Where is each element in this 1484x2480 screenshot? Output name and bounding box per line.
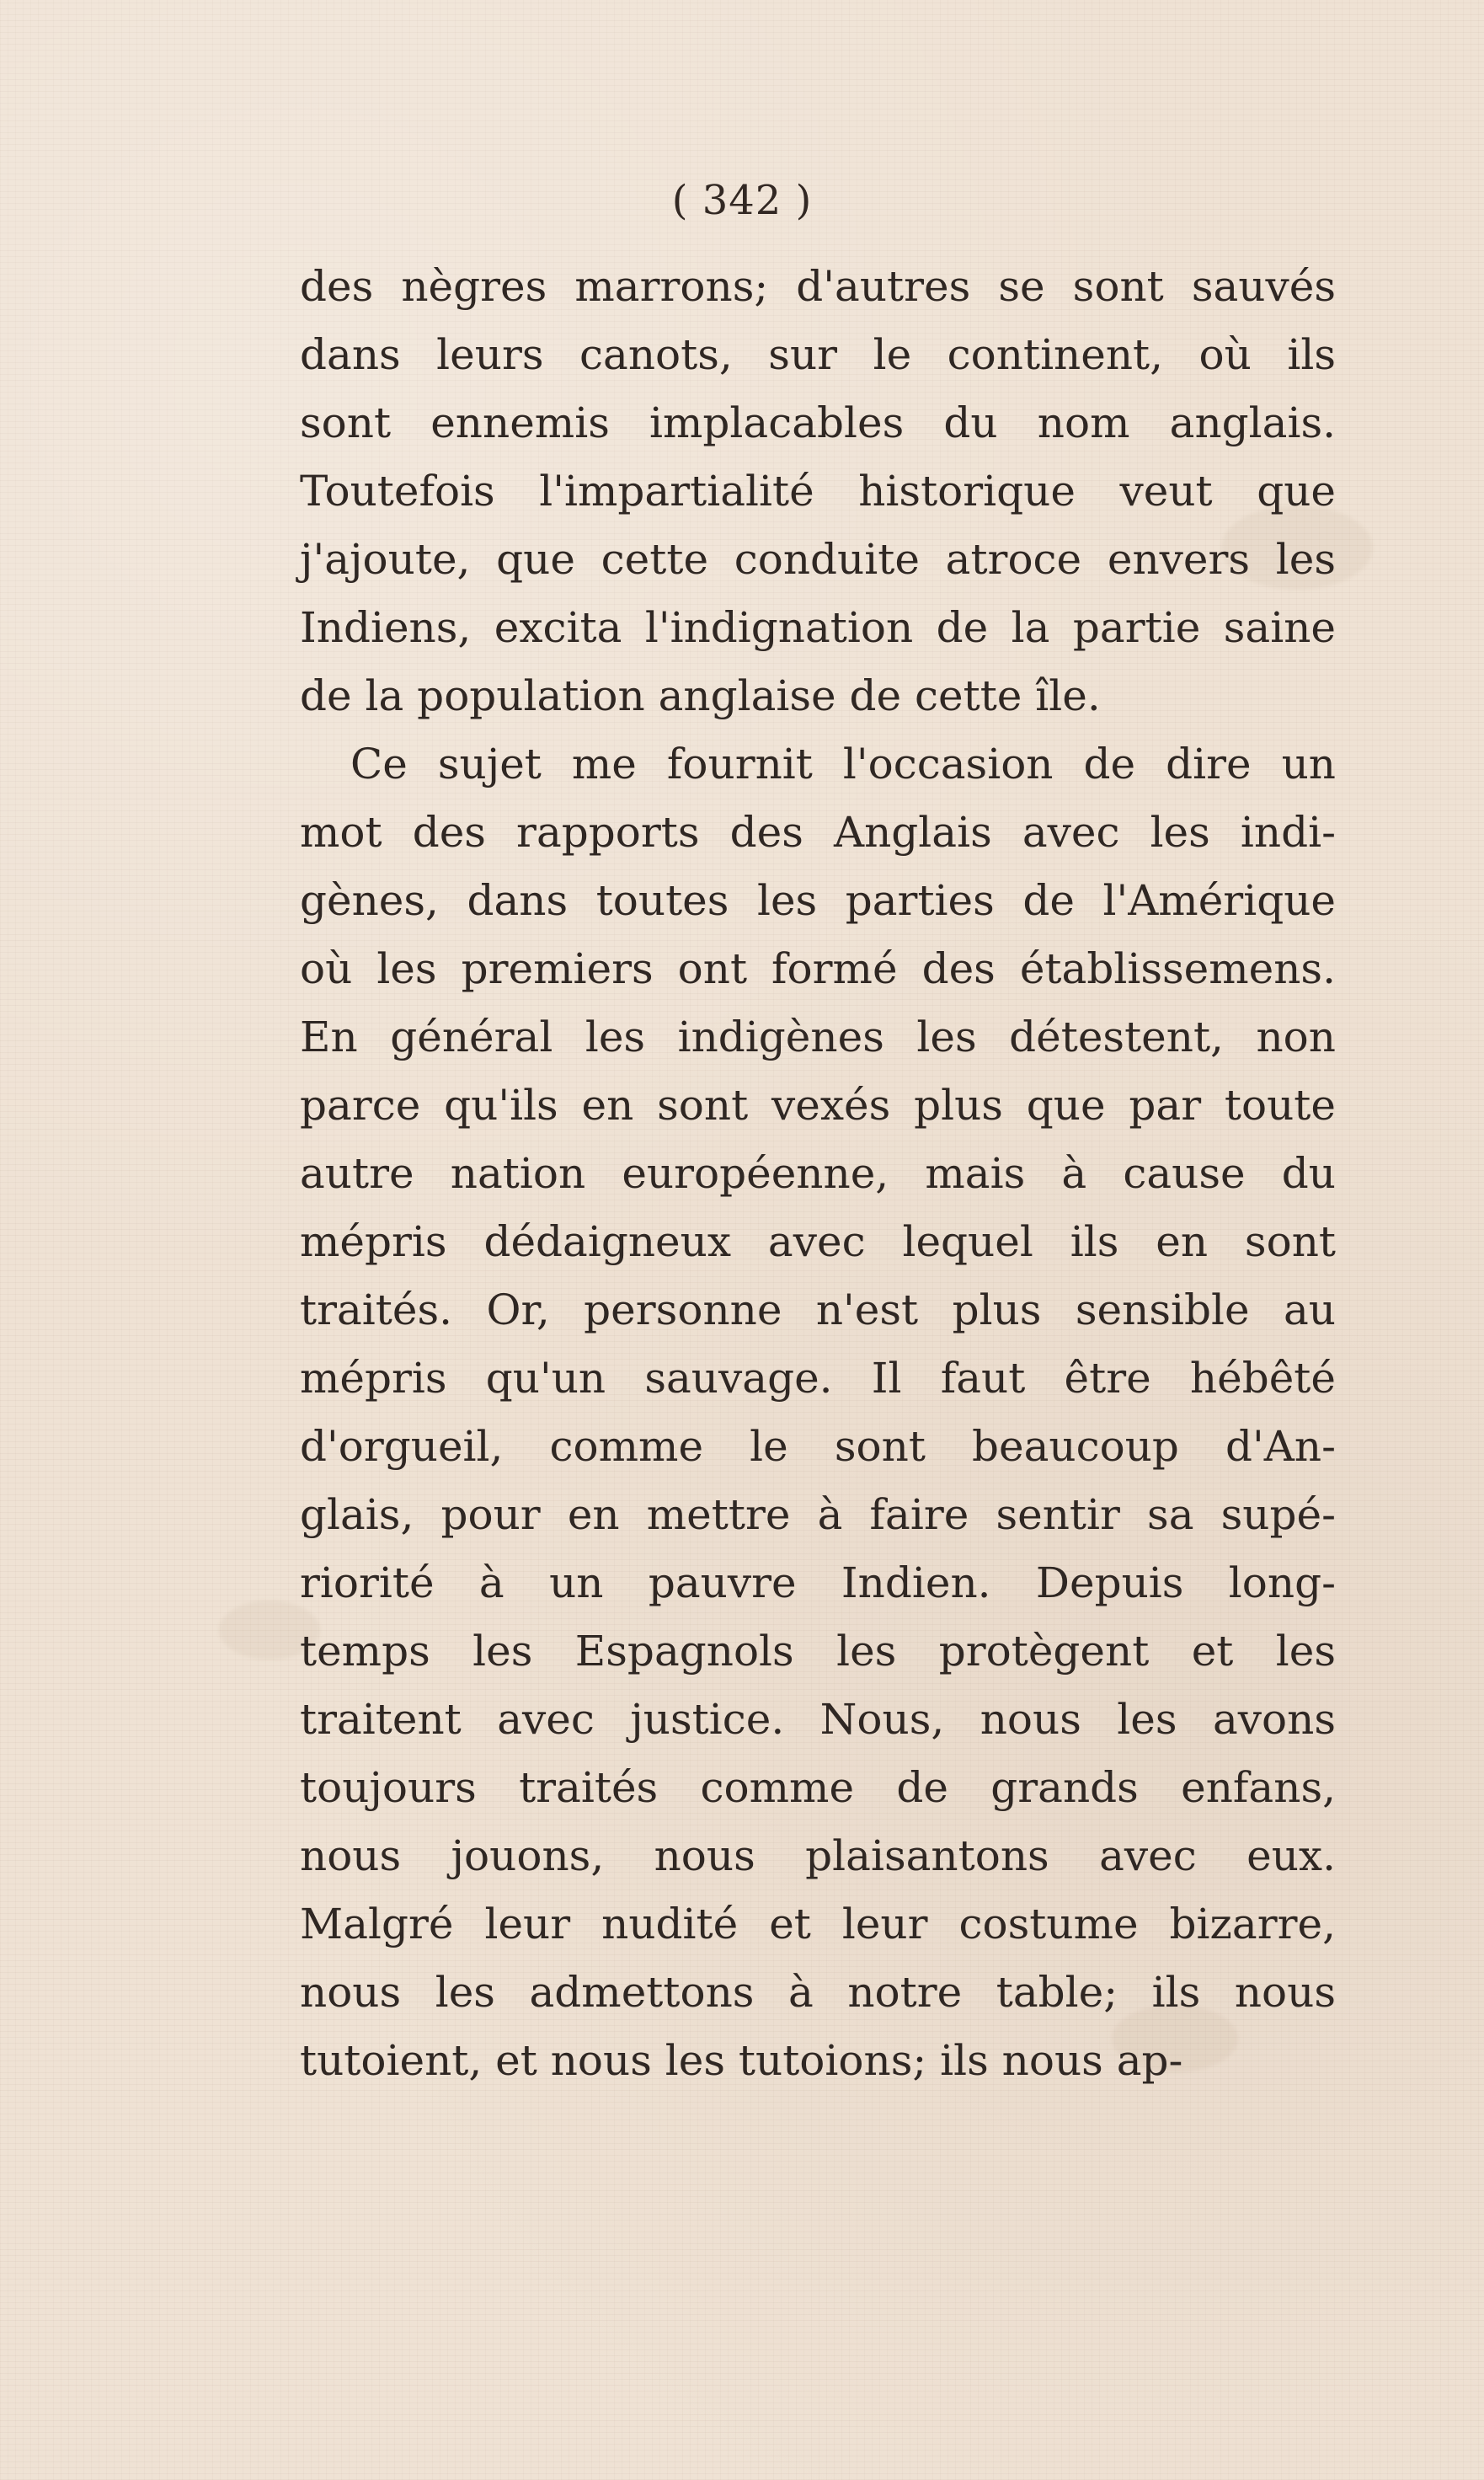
text-line: mépris dédaigneux avec lequel ils en sont bbox=[300, 1217, 1336, 1266]
text-line: d'orgueil, comme le sont beaucoup d'An- bbox=[300, 1422, 1336, 1471]
text-line: toujours traités comme de grands enfans, bbox=[300, 1763, 1336, 1812]
text-line: parce qu'ils en sont vexés plus que par toute bbox=[300, 1081, 1336, 1130]
text-line: j'ajoute, que cette conduite atroce envers les bbox=[300, 535, 1336, 584]
text-line: sont ennemis implacables du nom anglais. bbox=[300, 398, 1336, 447]
text-line: traitent avec justice. Nous, nous les avons bbox=[300, 1695, 1336, 1744]
text-line: temps les Espagnols les protègent et les bbox=[300, 1627, 1336, 1676]
text-line: Ce sujet me fournit l'occasion de dire un bbox=[350, 740, 1336, 788]
text-line: tutoient, et nous les tutoions; ils nous ap- bbox=[300, 2036, 1183, 2085]
text-line: autre nation européenne, mais à cause du bbox=[300, 1149, 1336, 1198]
page-number: ( 342 ) bbox=[671, 177, 813, 224]
text-line: mot des rapports des Anglais avec les indi- bbox=[300, 808, 1336, 857]
text-line: où les premiers ont formé des établissemens. bbox=[300, 944, 1336, 993]
text-line: glais, pour en mettre à faire sentir sa supé- bbox=[300, 1490, 1336, 1539]
text-line: gènes, dans toutes les parties de l'Amérique bbox=[300, 876, 1336, 925]
text-line: Toutefois l'impartialité historique veut que bbox=[300, 467, 1336, 516]
text-line: Malgré leur nudité et leur costume bizarre, bbox=[300, 1900, 1336, 1948]
page-body bbox=[300, 253, 1336, 2095]
text-line: de la population anglaise de cette île. bbox=[300, 671, 1101, 720]
text-line: riorité à un pauvre Indien. Depuis long- bbox=[300, 1558, 1336, 1607]
text-line: des nègres marrons; d'autres se sont sauvés bbox=[300, 262, 1336, 311]
text-line: traités. Or, personne n'est plus sensible au bbox=[300, 1285, 1336, 1334]
text-line: En général les indigènes les détestent, non bbox=[300, 1013, 1336, 1061]
text-line: mépris qu'un sauvage. Il faut être hébêté bbox=[300, 1354, 1336, 1403]
text-line: nous jouons, nous plaisantons avec eux. bbox=[300, 1831, 1336, 1880]
text-line: nous les admettons à notre table; ils nous bbox=[300, 1968, 1336, 2017]
text-line: Indiens, excita l'indignation de la partie saine bbox=[300, 603, 1336, 652]
text-line: dans leurs canots, sur le continent, où ils bbox=[300, 330, 1336, 379]
